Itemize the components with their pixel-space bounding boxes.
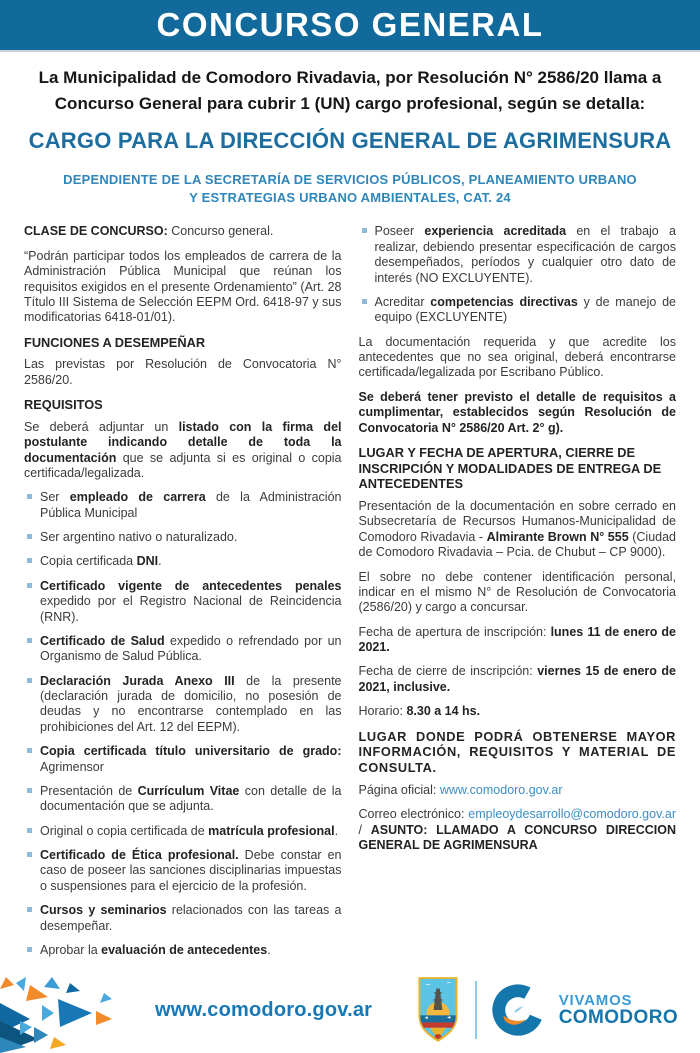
bullet-square-icon <box>27 748 32 753</box>
bullet-text: Certificado de Salud expedido o refrendado por un Organismo de Salud Pública. <box>40 633 342 664</box>
bullet-item <box>27 744 342 775</box>
paragraph: Se deberá tener previsto el detalle de requisitos a cumplimentar, establecidos según Resolución de Convocatoria N° 2586/20 Art. 2° g). <box>358 389 676 435</box>
bullet-item <box>27 943 342 958</box>
footer-website-link[interactable]: www.comodoro.gov.ar <box>155 998 373 1021</box>
link-empleoydesarrollo-comodoro-gov-ar[interactable]: empleoydesarrollo@comodoro.gov.ar <box>468 807 676 822</box>
bullet-item <box>27 554 342 569</box>
mosaic-triangles-decoration <box>0 977 138 1053</box>
bullet-item <box>27 530 342 545</box>
bullet-item <box>27 848 342 894</box>
position-subtitle-line1: DEPENDIENTE DE LA SECRETARÍA DE SERVICIOS PÚBLICOS, PLANEAMIENTO URBANO <box>63 172 637 187</box>
section-heading: REQUISITOS <box>24 397 103 413</box>
section-heading: LUGAR DONDE PODRÁ OBTENERSE MAYOR INFORMACIÓN, REQUISITOS Y MATERIAL DE CONSULTA. <box>358 728 676 776</box>
bullet-text: Declaración Jurada Anexo III de la presente (declaración jurada de domicilio, no posesión de deudas y no encontrarse contemplado en las prohibiciones del Art. 12 del EEPM). <box>40 673 342 734</box>
comodoro-c-logo-icon <box>490 982 546 1038</box>
bullet-text: Acreditar competencias directivas y de manejo de equipo (EXCLUYENTE) <box>374 294 676 325</box>
paragraph: “Podrán participar todos los empleados de carrera de la Administración Pública Municipal que reúnan los requisitos exigidos en el presente Ordenamiento” (Art. 28 Título III Sistema de Selección EEPM Ord. 6418-97 y sus modificatorias 6418-01/01). <box>24 248 342 325</box>
bullet-text: Copia certificada DNI. <box>40 554 162 569</box>
section-heading: FUNCIONES A DESEMPEÑAR <box>24 334 206 350</box>
footer-divider <box>475 981 477 1039</box>
bullet-square-icon <box>27 947 32 952</box>
bullet-text: Ser empleado de carrera de la Administración Pública Municipal <box>40 490 342 520</box>
footer <box>0 967 700 1053</box>
bullet-text: Ser argentino nativo o naturalizado. <box>40 530 238 545</box>
bullet-item <box>27 634 342 665</box>
header-banner <box>0 0 700 52</box>
bullet-text: Certificado vigente de antecedentes penales expedido por el Registro Nacional de Reincidencia (RNR). <box>40 578 342 624</box>
bullet-square-icon <box>27 828 32 833</box>
bullet-square-icon <box>362 299 367 304</box>
paragraph: La documentación requerida y que acredite los antecedentes que no sea original, deberá encontrarse certificada/legalizada por Escribano Público. <box>358 334 676 380</box>
bullet-text: Poseer experiencia acreditada en el trabajo a realizar, debiendo presentar especificación de cargos desempeñados, períodos y cualquier otro dato de interés (NO EXCLUYENTE). <box>374 224 676 285</box>
paragraph: Las previstas por Resolución de Convocatoria N° 2586/20. <box>24 357 342 387</box>
bullet-square-icon <box>27 788 32 793</box>
bullet-item <box>27 903 342 934</box>
bullet-text: Presentación de Currículum Vitae con detalle de la documentación que se adjunta. <box>40 783 342 814</box>
paragraph: CLASE DE CONCURSO: Concurso general. <box>24 224 274 239</box>
slogan-line-vivamos: VIVAMOS <box>558 992 633 1009</box>
left-column <box>24 224 342 967</box>
bullet-square-icon <box>362 228 367 233</box>
bullet-square-icon <box>27 907 32 912</box>
bullet-square-icon <box>27 852 32 857</box>
position-subtitle-line2: Y ESTRATEGIAS URBANO AMBIENTALES, CAT. 24 <box>189 190 511 206</box>
section-heading: LUGAR Y FECHA DE APERTURA, CIERRE DE INSCRIPCIÓN Y MODALIDADES DE ENTREGA DE ANTECEDENTES <box>358 444 662 492</box>
position-subtitle <box>20 171 680 207</box>
bullet-text: Copia certificada título universitario de grado: Agrimensor <box>40 744 342 774</box>
bullet-item <box>362 295 677 326</box>
bullet-square-icon <box>27 558 32 563</box>
bullet-square-icon <box>27 583 32 588</box>
intro-paragraph: La Municipalidad de Comodoro Rivadavia, por Resolución N° 2586/20 llama a Concurso General para cubrir 1 (UN) cargo profesional, según se detalla: <box>38 68 662 113</box>
bullet-text: Certificado de Ética profesional. Debe constar en caso de poseer las sanciones disciplinarias impuestas o suspensiones para el ejercicio de la profesión. <box>40 848 342 893</box>
bullet-item <box>27 784 342 815</box>
footer-brand-group <box>414 976 678 1044</box>
paragraph: Presentación de la documentación en sobre cerrado en Subsecretaría de Recursos Humanos-Municipalidad de Comodoro Rivadavia - Almirante Brown N° 555 (Ciudad de Comodoro Rivadavia – Pcia. de Chubut – CP 9000). <box>358 499 676 560</box>
paragraph: Fecha de cierre de inscripción: viernes 15 de enero de 2021, inclusive. <box>358 664 676 694</box>
banner-title: CONCURSO GENERAL <box>156 6 544 43</box>
paragraph: Correo electrónico: empleoydesarrollo@comodoro.gov.ar / ASUNTO: LLAMADO A CONCURSO DIRECCION GENERAL DE AGRIMENSURA <box>358 807 676 852</box>
bullet-square-icon <box>27 638 32 643</box>
footer-slogan <box>559 993 678 1028</box>
bullet-item <box>27 490 342 521</box>
paragraph: Horario: 8.30 a 14 hs. <box>358 704 481 719</box>
bullet-item <box>27 674 342 736</box>
slogan-line-comodoro: COMODORO <box>558 1007 678 1029</box>
paragraph: Se deberá adjuntar un listado con la firma del postulante indicando detalle de toda la documentación que se adjunta si es original o copia certificada/legalizada. <box>24 419 342 480</box>
bullet-square-icon <box>27 534 32 539</box>
municipal-crest-icon <box>414 976 462 1044</box>
paragraph: Fecha de apertura de inscripción: lunes 11 de enero de 2021. <box>358 624 677 655</box>
bullet-text: Aprobar la evaluación de antecedentes. <box>40 942 271 957</box>
bullet-square-icon <box>27 678 32 683</box>
bullet-item <box>27 579 342 625</box>
bullet-item <box>362 224 677 286</box>
paragraph: El sobre no debe contener identificación personal, indicar en el mismo N° de Resolución de Convocatoria (2586/20) y cargo a concursar. <box>358 569 676 615</box>
two-column-content <box>0 207 700 967</box>
bullet-text: Original o copia certificada de matrícula profesional. <box>40 823 339 838</box>
paragraph: Página oficial: www.comodoro.gov.ar <box>358 782 563 797</box>
right-column <box>359 224 677 862</box>
position-title: CARGO PARA LA DIRECCIÓN GENERAL DE AGRIMENSURA <box>28 128 672 153</box>
bullet-square-icon <box>27 494 32 499</box>
link-www-comodoro-gov-ar[interactable]: www.comodoro.gov.ar <box>439 782 563 797</box>
bullet-item <box>27 824 342 839</box>
bullet-text: Cursos y seminarios relacionados con las tareas a desempeñar. <box>40 903 342 933</box>
